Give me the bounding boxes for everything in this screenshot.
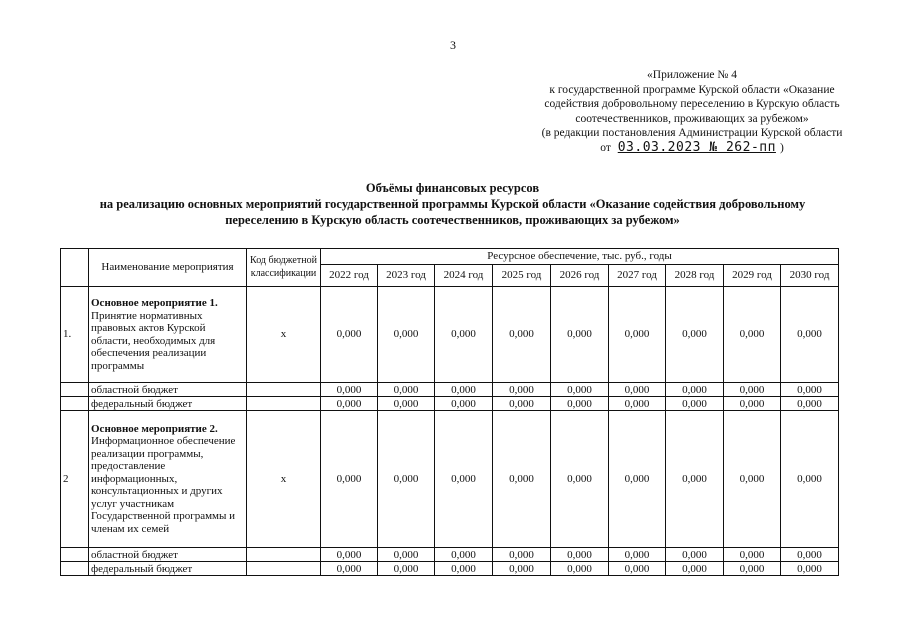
value-cell: 0,000: [781, 287, 839, 383]
handwritten-date: 03.03.2023 № 262-пп: [617, 139, 776, 155]
value-cell: 0,000: [781, 562, 839, 576]
value-cell: 0,000: [609, 562, 666, 576]
table-row: [61, 411, 839, 548]
title-line-1: Объёмы финансовых ресурсов: [365, 181, 540, 195]
appendix-block: [520, 68, 864, 155]
value-cell: 0,000: [666, 383, 724, 397]
document-title: [40, 180, 865, 228]
page-number: 3: [450, 38, 456, 52]
value-cell: 0,000: [435, 397, 493, 411]
value-cell: 0,000: [493, 287, 551, 383]
budget-code: [247, 548, 321, 562]
appendix-line-2: к государственной программе Курской области «Оказание: [549, 83, 835, 96]
value-cell: 0,000: [378, 548, 435, 562]
budget-source: областной бюджет: [89, 548, 247, 562]
row-number: 2: [61, 411, 89, 548]
value-cell: 0,000: [378, 562, 435, 576]
header-year: 2028 год: [666, 265, 724, 287]
header-year: 2030 год: [781, 265, 839, 287]
activity-title: Основное мероприятие 1.: [91, 297, 218, 309]
table-row: [61, 383, 839, 397]
activity-description: Принятие нормативных правовых актов Курской области, необходимых для обеспечения реализации программы: [91, 309, 216, 372]
value-cell: 0,000: [321, 383, 378, 397]
header-resources: Ресурсное обеспечение, тыс. руб., годы: [321, 249, 839, 265]
value-cell: 0,000: [321, 562, 378, 576]
value-cell: 0,000: [609, 383, 666, 397]
value-cell: 0,000: [781, 548, 839, 562]
resources-table: [60, 248, 839, 576]
value-cell: 0,000: [551, 397, 609, 411]
value-cell: 0,000: [724, 383, 781, 397]
header-name: Наименование мероприятия: [89, 249, 247, 287]
budget-code: х: [247, 411, 321, 548]
value-cell: 0,000: [724, 411, 781, 548]
value-cell: 0,000: [724, 562, 781, 576]
value-cell: 0,000: [321, 287, 378, 383]
row-number: [61, 397, 89, 411]
header-year: 2024 год: [435, 265, 493, 287]
table-row: [61, 287, 839, 383]
value-cell: 0,000: [493, 548, 551, 562]
value-cell: 0,000: [781, 397, 839, 411]
value-cell: 0,000: [666, 287, 724, 383]
value-cell: 0,000: [321, 411, 378, 548]
row-number: [61, 562, 89, 576]
value-cell: 0,000: [609, 397, 666, 411]
value-cell: 0,000: [724, 397, 781, 411]
appendix-line-5: (в редакции постановления Администрации Курской области: [541, 127, 843, 139]
header-year: 2026 год: [551, 265, 609, 287]
value-cell: 0,000: [378, 383, 435, 397]
header-num: [61, 249, 89, 287]
activity-description: Информационное обеспечение реализации программы, предоставление информационных, консультационных и других услуг участникам Государственной программы и членам их семей: [91, 435, 236, 535]
appendix-line-3: содействия добровольному переселению в Курскую область: [544, 98, 840, 110]
activity-title: Основное мероприятие 2.: [91, 422, 218, 435]
value-cell: 0,000: [493, 411, 551, 548]
header-code: Код бюджетной классификации: [247, 249, 321, 287]
activity-name-cell: [89, 411, 247, 548]
value-cell: 0,000: [435, 383, 493, 397]
value-cell: 0,000: [493, 383, 551, 397]
date-suffix: ): [779, 141, 784, 154]
value-cell: 0,000: [781, 383, 839, 397]
date-prefix: от: [600, 141, 611, 154]
appendix-date-line: [600, 141, 784, 156]
row-number: [61, 383, 89, 397]
value-cell: 0,000: [551, 287, 609, 383]
value-cell: 0,000: [551, 562, 609, 576]
value-cell: 0,000: [493, 397, 551, 411]
budget-source: областной бюджет: [89, 383, 247, 397]
value-cell: 0,000: [435, 411, 493, 548]
budget-code: [247, 383, 321, 397]
value-cell: 0,000: [321, 397, 378, 411]
budget-source: федеральный бюджет: [89, 562, 247, 576]
value-cell: 0,000: [378, 287, 435, 383]
value-cell: 0,000: [724, 548, 781, 562]
value-cell: 0,000: [666, 411, 724, 548]
value-cell: 0,000: [378, 411, 435, 548]
value-cell: 0,000: [551, 548, 609, 562]
value-cell: 0,000: [666, 548, 724, 562]
value-cell: 0,000: [609, 287, 666, 383]
title-line-3: переселению в Курскую область соотечественников, проживающих за рубежом»: [225, 213, 680, 227]
budget-source: федеральный бюджет: [89, 397, 247, 411]
value-cell: 0,000: [435, 562, 493, 576]
value-cell: 0,000: [666, 397, 724, 411]
value-cell: 0,000: [609, 548, 666, 562]
header-year: 2029 год: [724, 265, 781, 287]
value-cell: 0,000: [666, 562, 724, 576]
header-year: 2027 год: [609, 265, 666, 287]
table-row: [61, 548, 839, 562]
value-cell: 0,000: [435, 548, 493, 562]
table-row: [61, 562, 839, 576]
value-cell: 0,000: [378, 397, 435, 411]
appendix-line-4: соотечественников, проживающих за рубежом»: [575, 112, 809, 125]
budget-code: [247, 562, 321, 576]
budget-code: [247, 397, 321, 411]
header-row-1: [61, 249, 839, 265]
budget-code: х: [247, 287, 321, 383]
table-row: [61, 397, 839, 411]
value-cell: 0,000: [321, 548, 378, 562]
title-line-2: на реализацию основных мероприятий государственной программы Курской области «Оказание содействия добровольному: [99, 197, 806, 211]
header-year: 2025 год: [493, 265, 551, 287]
value-cell: 0,000: [551, 383, 609, 397]
header-year: 2022 год: [321, 265, 378, 287]
value-cell: 0,000: [435, 287, 493, 383]
value-cell: 0,000: [609, 411, 666, 548]
value-cell: 0,000: [493, 562, 551, 576]
row-number: 1.: [61, 287, 89, 383]
activity-name-cell: [89, 287, 247, 383]
header-year: 2023 год: [378, 265, 435, 287]
row-number: [61, 548, 89, 562]
value-cell: 0,000: [724, 287, 781, 383]
value-cell: 0,000: [781, 411, 839, 548]
value-cell: 0,000: [551, 411, 609, 548]
appendix-line-1: «Приложение № 4: [647, 69, 737, 81]
